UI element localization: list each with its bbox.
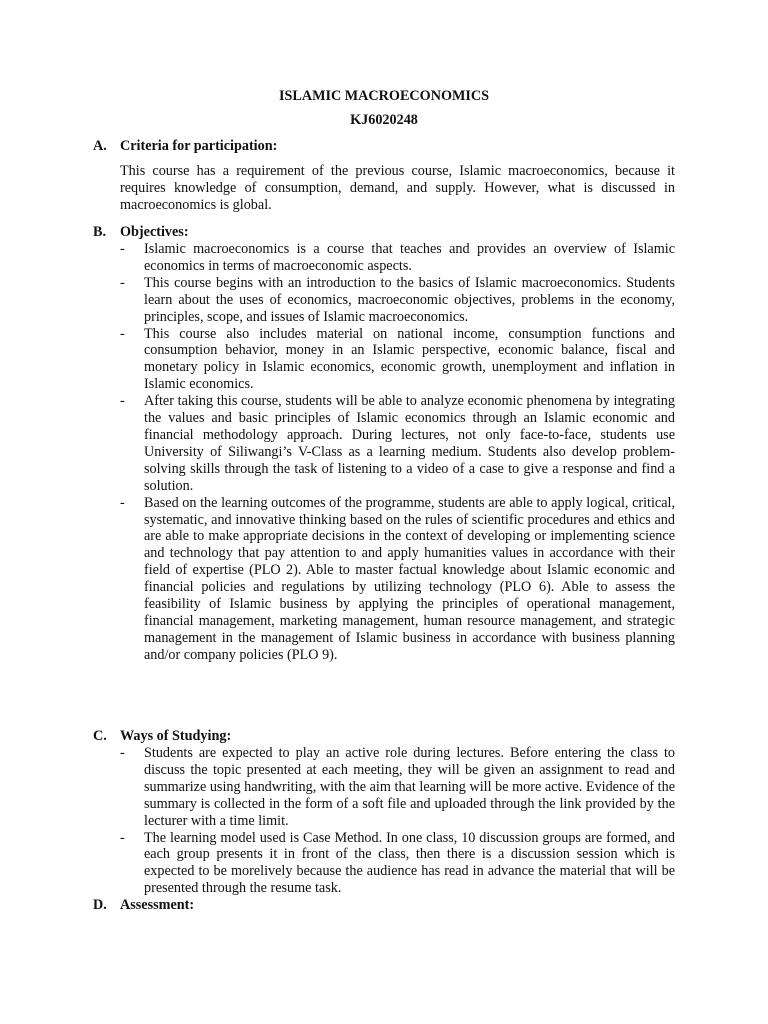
course-code: KJ6020248 [350, 112, 418, 128]
dash-bullet: - [120, 274, 125, 291]
section-letter: D. [93, 897, 107, 913]
studying-list [93, 745, 675, 897]
section-title: Criteria for participation: [120, 138, 278, 154]
list-item-text: Students are expected to play an active role during lectures. Before entering the class to discuss the topic presented at each meeting, they will be given an assignment to read and summarize using handwriting, with the aim that learning will be more active. Evidence of the summary is collected in the form of a soft file and uploaded through the link provided by the lecturer with a time limit. [144, 745, 675, 829]
dash-bullet: - [120, 829, 125, 846]
list-item [93, 745, 675, 830]
list-item [93, 326, 675, 394]
criteria-paragraph: This course has a requirement of the previous course, Islamic macroeconomics, because it requires knowledge of consumption, demand, and supply. However, what is discussed in macroeconomics is global. [120, 163, 675, 213]
section-objectives [93, 224, 675, 664]
list-item-text: After taking this course, students will be able to analyze economic phenomena by integrating the values and basic principles of Islamic economics through an Islamic economic and financial methodology approach. During lectures, not only face-to-face, students use University of Siliwangi’s V-Class as a learning medium. Students also develop problem-solving skills through the task of listening to a video of a case to give a response and find a solution. [144, 393, 675, 494]
section-letter: B. [93, 224, 107, 240]
list-item-text: This course also includes material on national income, consumption functions and consumption behavior, money in an Islamic perspective, economic balance, fiscal and monetary policy in Islamic economics, economic growth, unemployment and inflation in Islamic economics. [144, 325, 675, 393]
list-item-text: The learning model used is Case Method. In one class, 10 discussion groups are formed, and each group presents it in front of the class, then there is a discussion session which is expected to be morelively because the audience has read in advance the material that will be presented through the resume task. [144, 829, 675, 897]
list-item [93, 275, 675, 326]
section-title: Assessment: [120, 897, 195, 913]
list-item-text: Based on the learning outcomes of the programme, students are able to apply logical, critical, systematic, and innovative thinking based on the rules of scientific procedures and ethics and are able to make appropriate decisions in the context of developing or implementing science and technology that pay attention to and apply humanities values in accordance with their field of expertise (PLO 2). Able to master factual knowledge about Islamic economic and financial policies and regulations by utilizing technology (PLO 6). Able to assess the feasibility of Islamic business by applying the principles of operational management, financial management, marketing management, human resource management, and strategic management in the management of Islamic business in accordance with business planning and/or company policies (PLO 9). [144, 494, 675, 663]
list-item-text: This course begins with an introduction to the basics of Islamic macroeconomics. Students learn about the uses of economics, macroeconomic objectives, problems in the economy, principles, scope, and issues of Islamic macroeconomics. [144, 274, 675, 325]
list-item [93, 495, 675, 664]
section-assessment [93, 897, 675, 914]
objectives-list [93, 241, 675, 664]
section-heading [93, 224, 675, 241]
document-title: ISLAMIC MACROECONOMICS [278, 88, 490, 104]
section-letter: A. [93, 138, 107, 154]
section-title: Objectives: [120, 224, 189, 240]
list-item-text: Islamic macroeconomics is a course that teaches and provides an overview of Islamic economics in terms of macroeconomic aspects. [144, 241, 675, 274]
list-item [93, 241, 675, 275]
dash-bullet: - [120, 325, 125, 342]
section-heading [93, 897, 675, 914]
section-title: Ways of Studying: [120, 728, 232, 744]
section-criteria [93, 138, 675, 214]
section-letter: C. [93, 728, 107, 744]
list-item [93, 393, 675, 494]
dash-bullet: - [120, 393, 125, 410]
dash-bullet: - [120, 745, 125, 761]
section-heading [93, 728, 675, 745]
dash-bullet: - [120, 241, 125, 257]
list-item [93, 830, 675, 898]
section-ways-of-studying [93, 728, 675, 897]
section-heading [93, 138, 675, 155]
dash-bullet: - [120, 494, 125, 511]
